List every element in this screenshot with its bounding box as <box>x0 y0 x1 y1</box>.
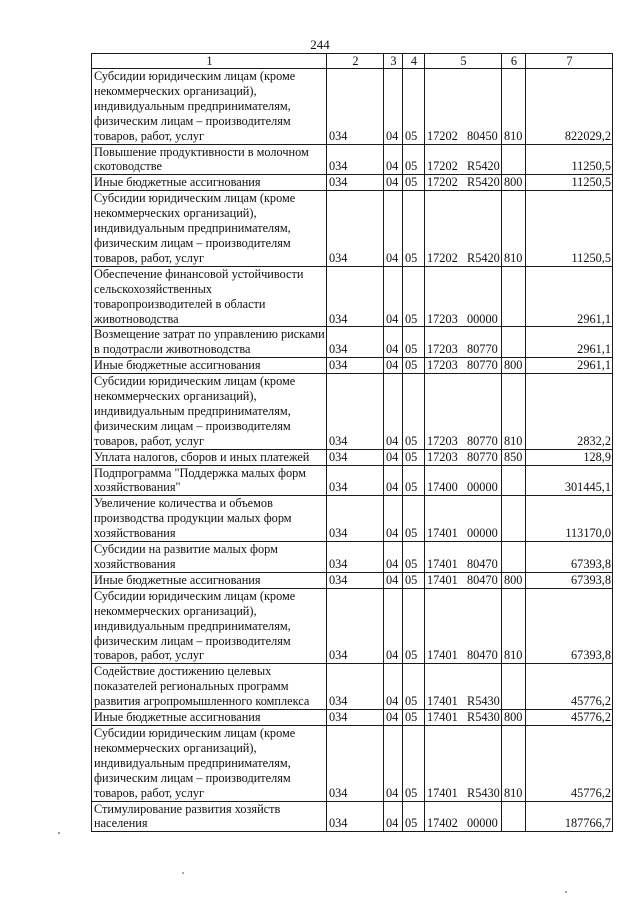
scan-speck <box>182 872 184 874</box>
target-article-program-code: 17401 <box>427 694 458 709</box>
target-article-direction-code: 80450 <box>467 128 498 143</box>
row-expense-type-cell <box>502 266 526 327</box>
target-article-direction-code: 00000 <box>467 526 498 541</box>
target-article-direction-code: 00000 <box>467 816 498 831</box>
header-cell: 5 <box>425 54 502 69</box>
row-code-cell: 034 <box>327 358 384 374</box>
row-code-cell: 034 <box>327 588 384 664</box>
row-expense-type-cell: 810 <box>502 374 526 450</box>
target-article-program-code: 17400 <box>427 480 458 495</box>
row-amount-cell: 128,9 <box>526 449 613 465</box>
header-cell: 7 <box>526 54 613 69</box>
row-expense-type-cell <box>502 465 526 496</box>
row-target-article-cell <box>425 801 502 832</box>
row-amount-cell: 11250,5 <box>526 191 613 267</box>
target-article-direction-code: 80770 <box>467 449 498 464</box>
row-target-article-cell <box>425 664 502 710</box>
row-amount-cell: 187766,7 <box>526 801 613 832</box>
row-code-cell: 034 <box>327 496 384 542</box>
row-code-cell: 034 <box>327 572 384 588</box>
row-target-article-cell <box>425 266 502 327</box>
row-amount-cell: 2961,1 <box>526 327 613 358</box>
target-article-program-code: 17401 <box>427 526 458 541</box>
row-name-cell: Возмещение затрат по управлению рисками в подотрасли животноводства <box>92 327 327 358</box>
target-article-direction-code: R5430 <box>467 785 500 800</box>
row-target-article-cell <box>425 465 502 496</box>
row-target-article-cell <box>425 449 502 465</box>
row-subsection-cell: 05 <box>403 801 425 832</box>
row-name-cell: Содействие достижению целевых показателей региональных программ развития агропромышленного комплекса <box>92 664 327 710</box>
header-cell: 6 <box>502 54 526 69</box>
row-subsection-cell: 05 <box>403 327 425 358</box>
row-subsection-cell: 05 <box>403 465 425 496</box>
row-code-cell: 034 <box>327 266 384 327</box>
row-section-cell: 04 <box>384 725 403 801</box>
row-name-cell: Иные бюджетные ассигнования <box>92 358 327 374</box>
row-section-cell: 04 <box>384 266 403 327</box>
table-row <box>92 572 613 588</box>
row-subsection-cell: 05 <box>403 588 425 664</box>
table-row <box>92 358 613 374</box>
table-row <box>92 801 613 832</box>
table-row <box>92 465 613 496</box>
target-article-program-code: 17203 <box>427 342 458 357</box>
table-row <box>92 191 613 267</box>
scan-speck <box>565 891 567 893</box>
row-subsection-cell: 05 <box>403 266 425 327</box>
row-target-article-cell <box>425 69 502 145</box>
row-expense-type-cell: 810 <box>502 588 526 664</box>
header-cell: 2 <box>327 54 384 69</box>
row-code-cell: 034 <box>327 664 384 710</box>
row-subsection-cell: 05 <box>403 144 425 175</box>
target-article-direction-code: R5420 <box>467 250 500 265</box>
target-article-direction-code: R5420 <box>467 175 500 190</box>
row-subsection-cell: 05 <box>403 710 425 726</box>
target-article-direction-code: 80470 <box>467 557 498 571</box>
row-code-cell: 034 <box>327 191 384 267</box>
row-expense-type-cell: 810 <box>502 69 526 145</box>
row-code-cell: 034 <box>327 69 384 145</box>
row-subsection-cell: 05 <box>403 358 425 374</box>
row-target-article-cell <box>425 542 502 573</box>
row-expense-type-cell <box>502 327 526 358</box>
table-row <box>92 266 613 327</box>
target-article-direction-code: 00000 <box>467 311 498 326</box>
row-target-article-cell <box>425 144 502 175</box>
row-code-cell: 034 <box>327 801 384 832</box>
target-article-program-code: 17203 <box>427 433 458 448</box>
target-article-direction-code: 80470 <box>467 648 498 663</box>
row-amount-cell: 301445,1 <box>526 465 613 496</box>
row-target-article-cell <box>425 710 502 726</box>
row-code-cell: 034 <box>327 449 384 465</box>
row-section-cell: 04 <box>384 496 403 542</box>
target-article-direction-code: R5430 <box>467 710 500 725</box>
row-section-cell: 04 <box>384 69 403 145</box>
row-name-cell: Субсидии юридическим лицам (кроме некоммерческих организаций), индивидуальным предпринимателям, физическим лицам – производителям товаров, работ, услуг <box>92 374 327 450</box>
row-name-cell: Субсидии на развитие малых форм хозяйствования <box>92 542 327 573</box>
target-article-program-code: 17202 <box>427 159 458 174</box>
target-article-program-code: 17203 <box>427 449 458 464</box>
row-target-article-cell <box>425 327 502 358</box>
row-code-cell: 034 <box>327 144 384 175</box>
row-subsection-cell: 05 <box>403 449 425 465</box>
row-expense-type-cell: 800 <box>502 358 526 374</box>
row-subsection-cell: 05 <box>403 725 425 801</box>
row-amount-cell: 822029,2 <box>526 69 613 145</box>
row-name-cell: Субсидии юридическим лицам (кроме некоммерческих организаций), индивидуальным предпринимателям, физическим лицам – производителям товаров, работ, услуг <box>92 725 327 801</box>
table-row <box>92 327 613 358</box>
target-article-program-code: 17202 <box>427 128 458 143</box>
row-target-article-cell <box>425 496 502 542</box>
table-row <box>92 69 613 145</box>
row-expense-type-cell <box>502 801 526 832</box>
row-section-cell: 04 <box>384 572 403 588</box>
row-name-cell: Субсидии юридическим лицам (кроме некоммерческих организаций), индивидуальным предпринимателям, физическим лицам – производителям товаров, работ, услуг <box>92 588 327 664</box>
target-article-direction-code: 80770 <box>467 433 498 448</box>
row-expense-type-cell <box>502 664 526 710</box>
row-code-cell: 034 <box>327 725 384 801</box>
target-article-direction-code: 80770 <box>467 342 498 357</box>
budget-table <box>91 53 613 832</box>
row-name-cell: Иные бюджетные ассигнования <box>92 175 327 191</box>
row-expense-type-cell: 800 <box>502 175 526 191</box>
row-amount-cell: 2961,1 <box>526 266 613 327</box>
table-body <box>92 69 613 832</box>
table-row <box>92 449 613 465</box>
row-amount-cell: 45776,2 <box>526 725 613 801</box>
table-row <box>92 588 613 664</box>
row-target-article-cell <box>425 191 502 267</box>
row-amount-cell: 113170,0 <box>526 496 613 542</box>
row-code-cell: 034 <box>327 465 384 496</box>
row-section-cell: 04 <box>384 358 403 374</box>
row-expense-type-cell <box>502 144 526 175</box>
target-article-program-code: 17401 <box>427 710 458 725</box>
table-row <box>92 542 613 573</box>
row-amount-cell: 45776,2 <box>526 710 613 726</box>
target-article-program-code: 17401 <box>427 572 458 587</box>
target-article-direction-code: R5420 <box>467 159 500 174</box>
row-expense-type-cell <box>502 542 526 573</box>
row-subsection-cell: 05 <box>403 175 425 191</box>
row-subsection-cell: 05 <box>403 496 425 542</box>
row-section-cell: 04 <box>384 175 403 191</box>
row-section-cell: 04 <box>384 327 403 358</box>
scan-speck <box>58 832 60 834</box>
row-amount-cell: 45776,2 <box>526 664 613 710</box>
target-article-direction-code: 80470 <box>467 572 498 587</box>
target-article-program-code: 17402 <box>427 816 458 831</box>
target-article-program-code: 17203 <box>427 311 458 326</box>
row-expense-type-cell: 800 <box>502 572 526 588</box>
row-name-cell: Уплата налогов, сборов и иных платежей <box>92 449 327 465</box>
row-target-article-cell <box>425 725 502 801</box>
row-code-cell: 034 <box>327 710 384 726</box>
row-subsection-cell: 05 <box>403 542 425 573</box>
row-amount-cell: 67393,8 <box>526 572 613 588</box>
target-article-direction-code: R5430 <box>467 694 500 709</box>
row-name-cell: Субсидии юридическим лицам (кроме некоммерческих организаций), индивидуальным предпринимателям, физическим лицам – производителям товаров, работ, услуг <box>92 69 327 145</box>
row-amount-cell: 11250,5 <box>526 175 613 191</box>
row-section-cell: 04 <box>384 449 403 465</box>
table-row <box>92 374 613 450</box>
target-article-program-code: 17202 <box>427 175 458 190</box>
row-expense-type-cell <box>502 496 526 542</box>
header-cell: 4 <box>403 54 425 69</box>
row-subsection-cell: 05 <box>403 572 425 588</box>
row-amount-cell: 11250,5 <box>526 144 613 175</box>
row-section-cell: 04 <box>384 465 403 496</box>
row-section-cell: 04 <box>384 374 403 450</box>
row-subsection-cell: 05 <box>403 664 425 710</box>
row-name-cell: Увеличение количества и объемов производства продукции малых форм хозяйствования <box>92 496 327 542</box>
row-expense-type-cell: 800 <box>502 710 526 726</box>
target-article-program-code: 17401 <box>427 785 458 800</box>
row-target-article-cell <box>425 588 502 664</box>
target-article-program-code: 17401 <box>427 557 458 571</box>
row-name-cell: Иные бюджетные ассигнования <box>92 572 327 588</box>
row-name-cell: Иные бюджетные ассигнования <box>92 710 327 726</box>
target-article-program-code: 17401 <box>427 648 458 663</box>
header-cell: 1 <box>92 54 327 69</box>
row-target-article-cell <box>425 374 502 450</box>
row-section-cell: 04 <box>384 588 403 664</box>
target-article-direction-code: 80770 <box>467 358 498 373</box>
row-section-cell: 04 <box>384 144 403 175</box>
row-name-cell: Стимулирование развития хозяйств населения <box>92 801 327 832</box>
table-row <box>92 710 613 726</box>
row-section-cell: 04 <box>384 542 403 573</box>
row-name-cell: Повышение продуктивности в молочном скотоводстве <box>92 144 327 175</box>
row-code-cell: 034 <box>327 175 384 191</box>
row-amount-cell: 67393,8 <box>526 542 613 573</box>
row-subsection-cell: 05 <box>403 374 425 450</box>
page-number: 244 <box>310 37 330 52</box>
target-article-program-code: 17202 <box>427 250 458 265</box>
table-row <box>92 664 613 710</box>
row-section-cell: 04 <box>384 710 403 726</box>
row-target-article-cell <box>425 175 502 191</box>
row-subsection-cell: 05 <box>403 69 425 145</box>
row-amount-cell: 67393,8 <box>526 588 613 664</box>
row-name-cell: Подпрограмма "Поддержка малых форм хозяйствования" <box>92 465 327 496</box>
table-row <box>92 144 613 175</box>
row-target-article-cell <box>425 572 502 588</box>
row-code-cell: 034 <box>327 327 384 358</box>
target-article-program-code: 17203 <box>427 358 458 373</box>
row-amount-cell: 2832,2 <box>526 374 613 450</box>
row-section-cell: 04 <box>384 191 403 267</box>
row-expense-type-cell: 810 <box>502 191 526 267</box>
table-row <box>92 725 613 801</box>
row-code-cell: 034 <box>327 542 384 573</box>
row-name-cell: Обеспечение финансовой устойчивости сельскохозяйственных товаропроизводителей в области животноводства <box>92 266 327 327</box>
row-expense-type-cell: 810 <box>502 725 526 801</box>
row-code-cell: 034 <box>327 374 384 450</box>
row-section-cell: 04 <box>384 801 403 832</box>
table-row <box>92 175 613 191</box>
row-section-cell: 04 <box>384 664 403 710</box>
row-name-cell: Субсидии юридическим лицам (кроме некоммерческих организаций), индивидуальным предпринимателям, физическим лицам – производителям товаров, работ, услуг <box>92 191 327 267</box>
target-article-direction-code: 00000 <box>467 480 498 495</box>
header-cell: 3 <box>384 54 403 69</box>
row-expense-type-cell: 850 <box>502 449 526 465</box>
row-target-article-cell <box>425 358 502 374</box>
row-subsection-cell: 05 <box>403 191 425 267</box>
table-header-row <box>92 54 613 69</box>
table-row <box>92 496 613 542</box>
row-amount-cell: 2961,1 <box>526 358 613 374</box>
